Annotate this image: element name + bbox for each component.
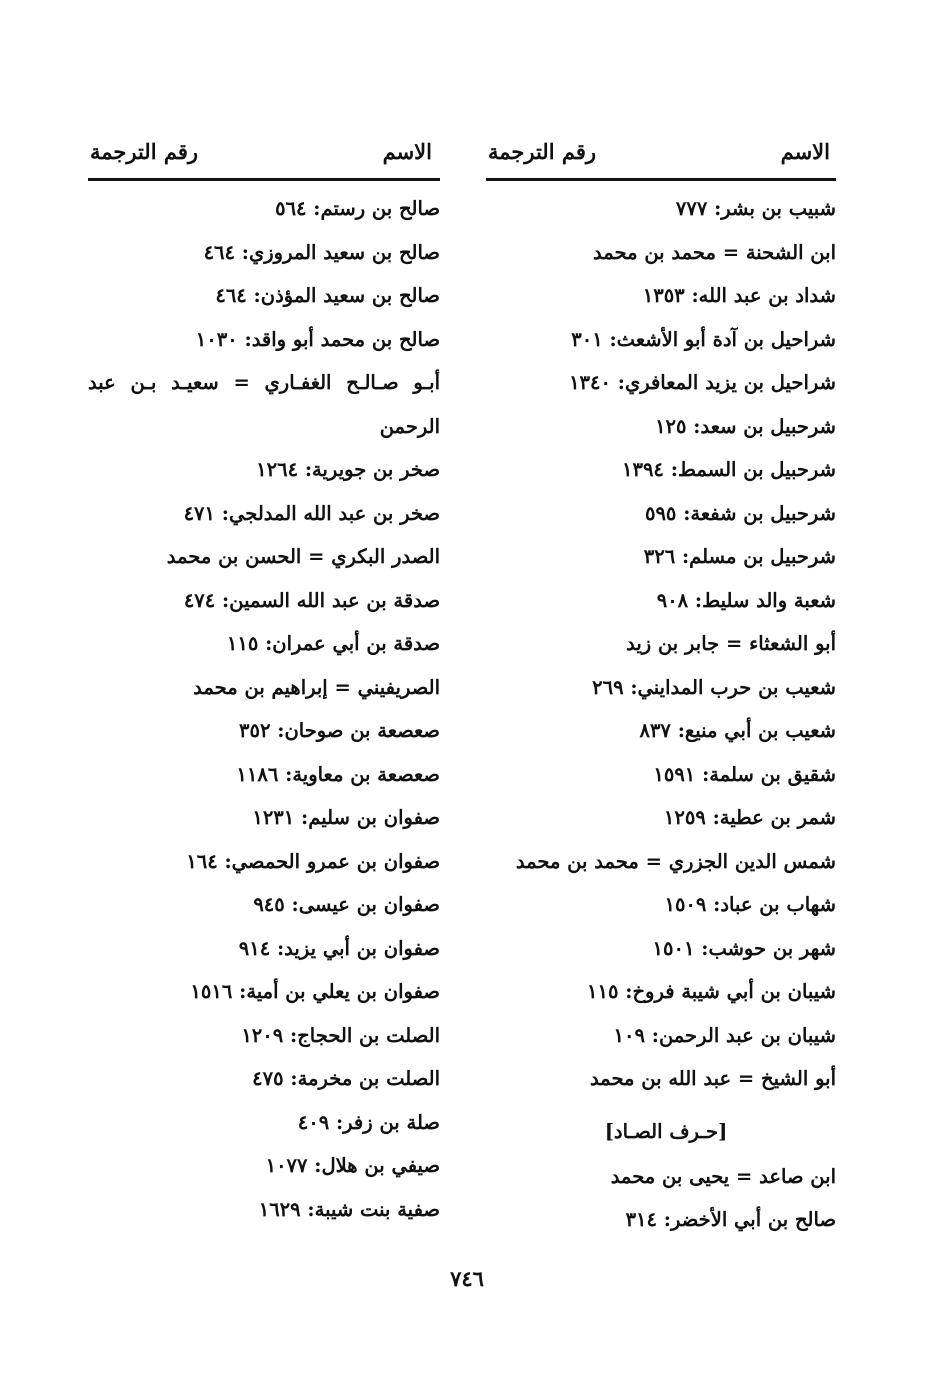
number-header: رقم الترجمة xyxy=(90,139,199,164)
index-entry: صالح بن سعيد المروزي: ٤٦٤ xyxy=(203,240,440,264)
index-entry: صدقة بن عبد الله السمين: ٤٧٤ xyxy=(183,588,440,612)
index-entry: الصريفيني = إبراهيم بن محمد xyxy=(193,675,440,699)
index-entry: صعصعة بن صوحان: ٣٥٢ xyxy=(239,719,440,742)
index-entry: شعيب بن حرب المدايني: ٢٦٩ xyxy=(592,675,836,699)
header-rule xyxy=(486,178,836,181)
index-entry: صخر بن جويرية: ١٢٦٤ xyxy=(256,458,440,481)
index-entry: الصلت بن مخرمة: ٤٧٥ xyxy=(252,1067,440,1090)
index-entry: صخر بن عبد الله المدلجي: ٤٧١ xyxy=(183,501,440,525)
index-entry: شعيب بن أبي منيع: ٨٣٧ xyxy=(639,719,836,742)
index-entry: صفوان بن يعلي بن أمية: ١٥١٦ xyxy=(190,980,440,1003)
index-entry: شرحبيل بن شفعة: ٥٩٥ xyxy=(644,501,836,525)
page-number: ٧٤٦ xyxy=(450,1266,484,1291)
number-header: رقم الترجمة xyxy=(488,139,597,164)
index-entry: ابن صاعد = يحيى بن محمد xyxy=(610,1164,836,1188)
left-column xyxy=(88,128,440,1231)
index-entry: شراحيل بن يزيد المعافري: ١٣٤٠ xyxy=(569,371,836,394)
index-entry: شداد بن عبد الله: ١٣٥٣ xyxy=(642,284,836,307)
index-entry: شراحيل بن آدة أبو الأشعث: ٣٠١ xyxy=(571,327,836,351)
index-entry: شمر بن عطية: ١٢٥٩ xyxy=(663,806,836,829)
index-entry: صفية بنت شيبة: ١٦٢٩ xyxy=(258,1197,440,1221)
index-entry: صالح بن محمد أبو واقد: ١٠٣٠ xyxy=(195,327,440,351)
index-entry: صالح بن أبي الأخضر: ٣١٤ xyxy=(625,1208,836,1231)
right-column xyxy=(486,128,836,1242)
index-entry: صعصعة بن معاوية: ١١٨٦ xyxy=(236,762,440,786)
index-entry: صالح بن رستم: ٥٦٤ xyxy=(275,197,440,220)
name-header: الاسم xyxy=(780,139,830,164)
index-entry: شمس الدين الجزري = محمد بن محمد xyxy=(515,849,836,873)
column-header xyxy=(88,128,440,164)
index-entry: شبيب بن بشر: ٧٧٧ xyxy=(675,197,836,220)
name-header: الاسم xyxy=(382,139,432,164)
index-entry: شرحبيل بن مسلم: ٣٢٦ xyxy=(643,545,836,568)
section-heading: [حـرف الصـاد] xyxy=(604,1119,728,1143)
index-entry: شعبة والد سليط: ٩٠٨ xyxy=(656,588,836,612)
index-entry: الصلت بن الحجاج: ١٢٠٩ xyxy=(241,1023,440,1047)
index-entry: شرحبيل بن السمط: ١٣٩٤ xyxy=(622,458,836,481)
index-entry: صفوان بن سليم: ١٢٣١ xyxy=(252,806,440,829)
index-entry: أبو الشعثاء = جابر بن زيد xyxy=(626,632,836,655)
index-entry: صالح بن سعيد المؤذن: ٤٦٤ xyxy=(215,284,440,307)
index-entry: صفوان بن عيسى: ٩٤٥ xyxy=(253,893,440,916)
entry-list xyxy=(88,187,440,1231)
entry-list xyxy=(486,187,836,1242)
index-entry: شهر بن حوشب: ١٥٠١ xyxy=(652,936,836,960)
index-entry: شيبان بن عبد الرحمن: ١٠٩ xyxy=(613,1023,836,1047)
index-entry: صفوان بن عمرو الحمصي: ١٦٤ xyxy=(186,849,440,873)
index-entry: صدقة بن أبي عمران: ١١٥ xyxy=(226,632,440,655)
index-entry: صفوان بن أبي يزيد: ٩١٤ xyxy=(238,936,440,960)
index-entry: شيبان بن أبي شيبة فروخ: ١١٥ xyxy=(587,980,836,1003)
index-entry: أبـو صـالـح الغفـاري = سعيـد بـن عبد الرحمن xyxy=(88,371,440,438)
index-entry: صيفي بن هلال: ١٠٧٧ xyxy=(265,1154,440,1177)
index-entry: شرحبيل بن سعد: ١٢٥ xyxy=(655,414,836,438)
index-entry: صلة بن زفر: ٤٠٩ xyxy=(297,1110,440,1134)
index-entry: أبو الشيخ = عبد الله بن محمد xyxy=(589,1067,836,1090)
index-entry: الصدر البكري = الحسن بن محمد xyxy=(166,545,440,568)
column-header xyxy=(486,128,836,164)
header-rule xyxy=(88,178,440,181)
index-entry: شهاب بن عباد: ١٥٠٩ xyxy=(664,893,836,916)
index-entry: ابن الشحنة = محمد بن محمد xyxy=(592,240,836,264)
index-entry: شقيق بن سلمة: ١٥٩١ xyxy=(653,762,836,786)
